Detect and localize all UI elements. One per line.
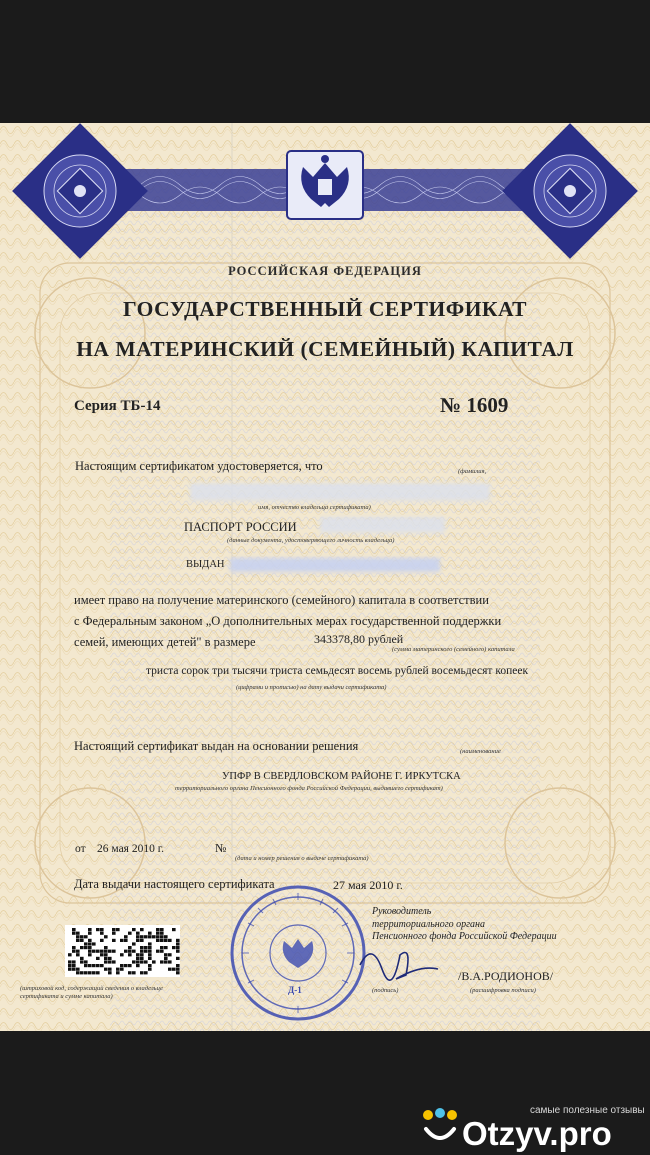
redacted-owner-name [190,483,490,501]
amount-words-hint: (цифрами и прописью) на дату выдачи сертификата) [236,684,387,691]
redacted-issued-by [230,558,440,572]
decision-number-label: № [215,841,227,855]
decision-date: 26 мая 2010 г. [97,843,165,855]
signer-hint: (расшифровка подписи) [470,987,536,994]
head-title-line1: Руководитель [372,906,432,917]
amount-in-words: триста сорок три тысячи триста семьдесят восемь рублей восемьдесят копеек [146,665,529,677]
issuing-office: УПФР В СВЕРДЛОВСКОМ РАЙОНЕ Г. ИРКУТСКА [222,771,461,782]
certificate-number: № 1609 [440,393,509,417]
certifies-text: Настоящим сертификатом удостоверяется, что [75,459,323,473]
signer-name: /В.А.РОДИОНОВ/ [458,969,554,983]
passport-type: ПАСПОРТ РОССИИ [184,520,297,534]
certificate-title-line1: ГОСУДАРСТВЕННЫЙ СЕРТИФИКАТ [123,297,527,321]
office-hint: территориального органа Пенсионного фонда Российской Федерации, выдавшего сертификат) [175,785,443,792]
right-text-line1: имеет право на получение материнского (семейного) капитала в соответствии [74,593,489,607]
redacted-passport-number [320,517,445,533]
head-title-line2: территориального органа [372,919,486,930]
barcode-hint: (штриховой код, содержащий сведения о владельце сертификата и сумме капитала) [20,985,163,1000]
issue-date: 27 мая 2010 г. [333,878,403,892]
passport-hint: (данные документа, удостоверяющего личность владельца) [227,537,395,544]
decision-hint: (дата и номер решения о выдаче сертификата) [235,855,369,862]
watermark-tagline: самые полезные отзывы [530,1105,645,1116]
from-label: от [75,843,86,855]
country-label: РОССИЙСКАЯ ФЕДЕРАЦИЯ [228,264,422,278]
capital-amount: 343378,80 рублей [314,632,404,646]
issue-date-label: Дата выдачи настоящего сертификата [74,877,275,891]
watermark-banner [0,1075,650,1155]
issued-label: ВЫДАН [186,559,225,570]
fio-hint-right: (фамилия, [458,468,487,475]
signature-hint: (подпись) [372,987,399,994]
basis-text: Настоящий сертификат выдан на основании решения [74,739,359,753]
certificate-background [0,123,650,1031]
head-title-line3: Пенсионного фонда Российской Федерации [372,931,557,942]
stamp-mark: Д-1 [288,985,302,995]
fio-hint: имя, отчество владельца сертификата) [258,504,371,511]
certificate-document [0,123,650,1031]
certificate-title-line2: НА МАТЕРИНСКИЙ (СЕМЕЙНЫЙ) КАПИТАЛ [76,337,574,361]
coat-of-arms-icon [287,151,363,219]
right-text-line2: с Федеральным законом „О дополнительных мерах государственной поддержки [74,614,502,628]
basis-hint-right: (наименование [460,748,501,755]
series-label: Серия ТБ-14 [74,398,161,414]
amount-hint: (сумма материнского (семейного) капитала [392,646,515,653]
watermark-brand: Otzyv.pro [462,1115,612,1152]
right-text-line3: семей, имеющих детей" в размере [74,635,256,649]
watermark-logo-icon [420,1107,460,1147]
